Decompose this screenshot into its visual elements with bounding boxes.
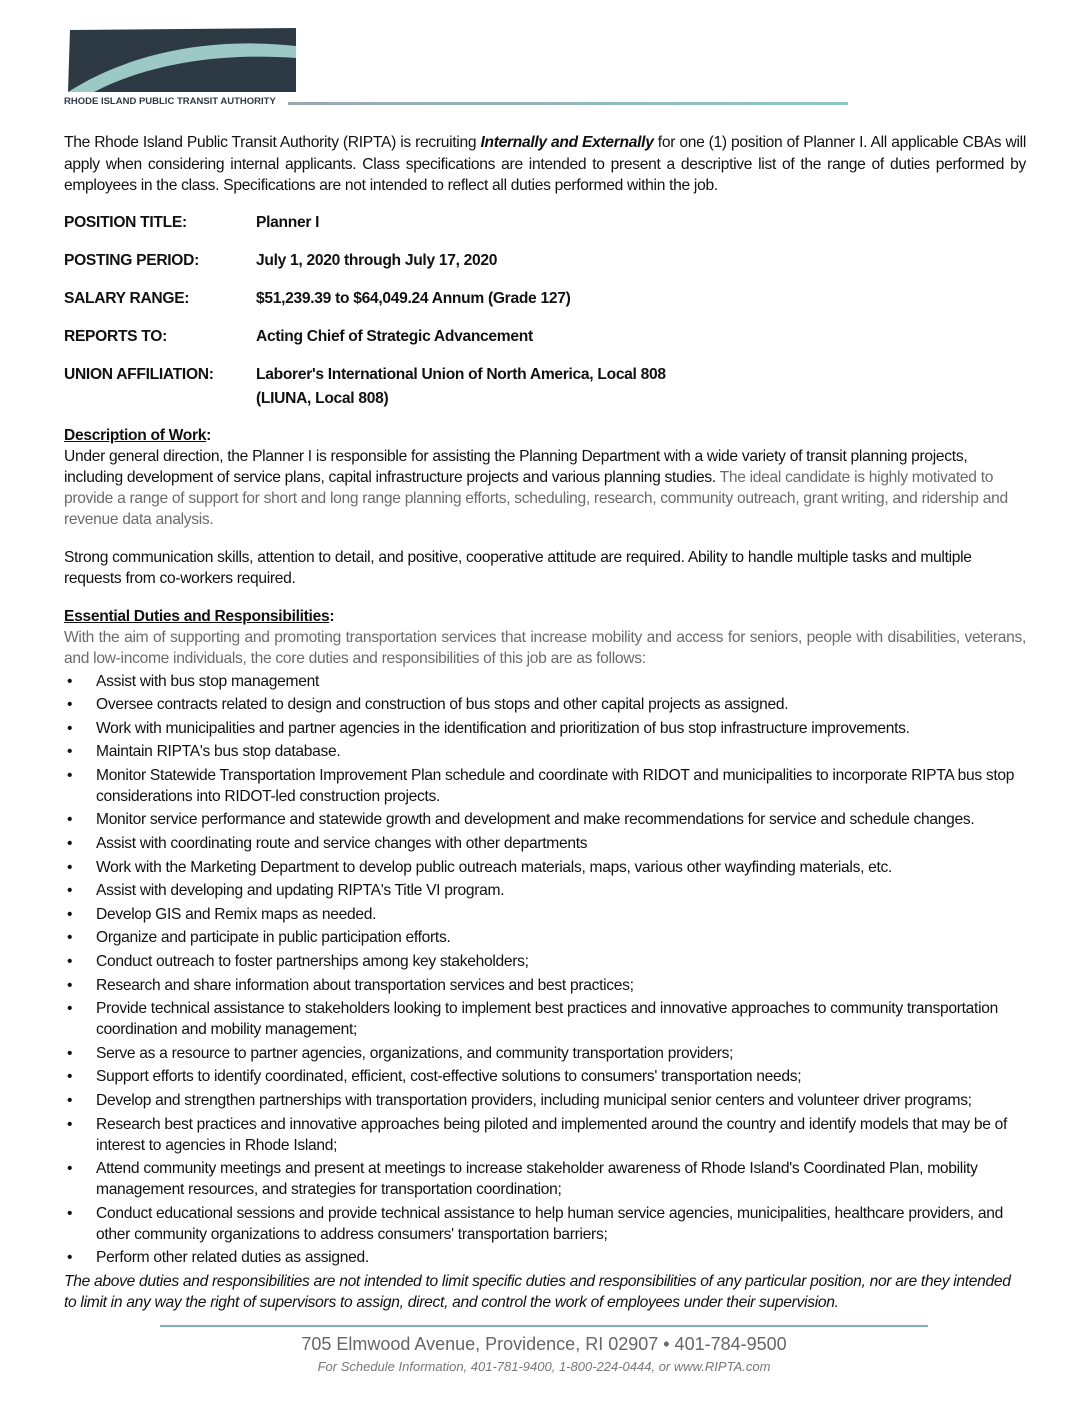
- field-label: UNION AFFILIATION:: [64, 365, 214, 383]
- duty-item: [64, 904, 1026, 925]
- duty-text: Conduct outreach to foster partnerships among key stakeholders;: [96, 953, 529, 971]
- field-position-title: [64, 211, 1026, 235]
- bullet-icon: •: [67, 835, 73, 853]
- duty-item: [64, 1090, 1026, 1111]
- duty-text: Organize and participate in public participation efforts.: [96, 929, 451, 947]
- field-salary-range: [64, 287, 1026, 311]
- closing-note: The above duties and responsibilities are not intended to limit specific duties and responsibilities of any particular position, nor are they intended to limit in any way the right of supervisors to assign, direct, and control the work of employees under their supervision.: [64, 1272, 1011, 1311]
- duty-text: Work with municipalities and partner agencies in the identification and prioritization of bus stop infrastructure improvements.: [96, 719, 910, 737]
- section-heading: Description of Work: [64, 426, 207, 444]
- duty-text: Research and share information about transportation services and best practices;: [96, 976, 634, 994]
- position-fields: [64, 211, 1026, 411]
- duty-text: Assist with developing and updating RIPTA's Title VI program.: [96, 882, 505, 900]
- footer: [64, 1325, 1026, 1395]
- document-body: [64, 0, 1026, 1395]
- bullet-icon: •: [67, 672, 73, 690]
- duty-text: Attend community meetings and present at meetings to increase stakeholder awareness of Rhode Island's Coordinated Plan, mobility management resources, and strategies for transportation coordination;: [96, 1160, 978, 1199]
- duty-text: Oversee contracts related to design and construction of bus stops and other capital projects as assigned.: [96, 696, 789, 714]
- bullet-icon: •: [67, 811, 73, 829]
- duty-text: Support efforts to identify coordinated, efficient, cost-effective solutions to consumers' transportation needs;: [96, 1068, 802, 1086]
- field-label: SALARY RANGE:: [64, 289, 190, 307]
- duty-item: [64, 1158, 1026, 1200]
- field-union-affiliation: [64, 363, 1026, 411]
- bullet-icon: •: [67, 1204, 73, 1222]
- field-value: Planner I: [256, 213, 320, 231]
- field-value: July 1, 2020 through July 17, 2020: [256, 251, 498, 269]
- bullet-icon: •: [67, 1044, 73, 1062]
- duties-intro: With the aim of supporting and promoting transportation services that increase mobility and access for seniors, people with disabilities, veterans, and low-income individuals, the core duties and responsibilities of this job are as follows:: [64, 628, 1026, 667]
- duty-text: Serve as a resource to partner agencies, organizations, and community transportation providers;: [96, 1044, 734, 1062]
- footer-schedule-info: For Schedule Information, 401-781-9400, 1-800-224-0444, or www.RIPTA.com: [317, 1358, 771, 1374]
- field-value-line2: (LIUNA, Local 808): [256, 389, 389, 407]
- duty-text: Research best practices and innovative approaches being piloted and implemented around the country and identify models that may be of interest to agencies in Rhode Island;: [96, 1115, 1008, 1154]
- duty-item: [64, 975, 1026, 996]
- field-value: $51,239.39 to $64,049.24 Annum (Grade 127): [256, 289, 571, 307]
- duty-item: [64, 880, 1026, 901]
- duty-text: Develop GIS and Remix maps as needed.: [96, 905, 377, 923]
- duty-text: Conduct educational sessions and provide technical assistance to help human service agencies, municipalities, healthcare providers, and other community organizations to address consumers' transportation barriers;: [96, 1204, 1003, 1243]
- duty-item: [64, 718, 1026, 739]
- duties-section: [64, 606, 1026, 1269]
- duty-item: [64, 927, 1026, 948]
- intro-emphasis: Internally and Externally: [480, 134, 654, 151]
- requirements-paragraph: Strong communication skills, attention to detail, and positive, cooperative attitude are required. Ability to handle multiple tasks and multiple requests from co-workers required.: [64, 548, 972, 587]
- field-value: Acting Chief of Strategic Advancement: [256, 327, 533, 345]
- logo-subtitle: RHODE ISLAND PUBLIC TRANSIT AUTHORITY: [64, 96, 276, 107]
- field-label: POSITION TITLE:: [64, 213, 187, 231]
- duty-text: Provide technical assistance to stakeholders looking to implement best practices and innovative approaches to community transportation coordination and mobility management;: [96, 1000, 998, 1039]
- bullet-icon: •: [67, 882, 73, 900]
- footer-address: 705 Elmwood Avenue, Providence, RI 02907 • 401-784-9500: [301, 1333, 787, 1354]
- bullet-icon: •: [67, 1115, 73, 1133]
- bullet-icon: •: [67, 976, 73, 994]
- field-label: REPORTS TO:: [64, 327, 167, 345]
- duty-item: [64, 857, 1026, 878]
- duty-item: [64, 1203, 1026, 1245]
- intro-text: The Rhode Island Public Transit Authority (RIPTA) is recruiting: [64, 134, 481, 151]
- bullet-icon: •: [67, 1160, 73, 1178]
- heading-colon: :: [206, 426, 212, 444]
- duty-text: Work with the Marketing Department to develop public outreach materials, maps, various other wayfinding materials, etc.: [96, 858, 893, 876]
- bullet-icon: •: [67, 1068, 73, 1086]
- description-gray-text: The ideal candidate is highly motivated to provide a range of support for short and long range planning efforts, scheduling, research, community outreach, grant writing, and ridership and revenue data analysis.: [64, 468, 1008, 528]
- duty-item: [64, 1066, 1026, 1087]
- bullet-icon: •: [67, 929, 73, 947]
- duty-item: [64, 671, 1026, 692]
- duty-item: [64, 998, 1026, 1040]
- duty-item: [64, 741, 1026, 762]
- bullet-icon: •: [67, 719, 73, 737]
- duty-text: Assist with coordinating route and service changes with other departments: [96, 835, 588, 853]
- bullet-icon: •: [67, 743, 73, 761]
- duty-item: [64, 951, 1026, 972]
- description-section: [64, 425, 1026, 530]
- intro-paragraph: [64, 132, 1026, 197]
- duty-item: [64, 765, 1026, 807]
- bullet-icon: •: [67, 858, 73, 876]
- footer-rule: [160, 1325, 928, 1327]
- description-text: Under general direction, the Planner I is responsible for assisting the Planning Department with a wide variety of transit planning projects, including development of service plans, capital infrastructure projects and various planning studies.: [64, 447, 968, 486]
- field-label: POSTING PERIOD:: [64, 251, 199, 269]
- field-reports-to: [64, 325, 1026, 349]
- field-value: Laborer's International Union of North America, Local 808: [256, 365, 666, 383]
- intro-text-rest: for one (1) position of Planner I. All applicable CBAs will apply when considering internal applicants. Class specifications are intended to present a descriptive list of the range of duties performed by employees in the class. Specifications are not intended to reflect all duties performed within the job.: [64, 134, 1026, 194]
- duty-item: [64, 833, 1026, 854]
- bullet-icon: •: [67, 1092, 73, 1109]
- duty-text: Develop and strengthen partnerships with transportation providers, including municipal senior centers and volunteer driver programs;: [96, 1092, 972, 1109]
- duty-item: [64, 1247, 1026, 1268]
- bullet-icon: •: [67, 1249, 73, 1267]
- bullet-icon: •: [67, 696, 73, 714]
- section-heading: Essential Duties and Responsibilities: [64, 607, 330, 625]
- bullet-icon: •: [67, 766, 73, 784]
- duties-list: [64, 671, 1026, 1269]
- heading-colon: :: [329, 607, 335, 625]
- bullet-icon: •: [67, 905, 73, 923]
- duty-item: [64, 1114, 1026, 1156]
- duty-text: Monitor service performance and statewide growth and development and make recommendations for service and schedule changes.: [96, 811, 975, 829]
- duty-item: [64, 1043, 1026, 1064]
- duty-text: Perform other related duties as assigned.: [96, 1249, 369, 1267]
- duty-text: Monitor Statewide Transportation Improvement Plan schedule and coordinate with RIDOT and municipalities to incorporate RIPTA bus stop considerations into RIDOT-led construction projects.: [96, 766, 1015, 805]
- duty-item: [64, 809, 1026, 830]
- duty-text: Maintain RIPTA's bus stop database.: [96, 743, 341, 761]
- duty-text: Assist with bus stop management: [96, 672, 319, 690]
- bullet-icon: •: [67, 1000, 73, 1018]
- duty-item: [64, 694, 1026, 715]
- bullet-icon: •: [67, 953, 73, 971]
- field-posting-period: [64, 249, 1026, 273]
